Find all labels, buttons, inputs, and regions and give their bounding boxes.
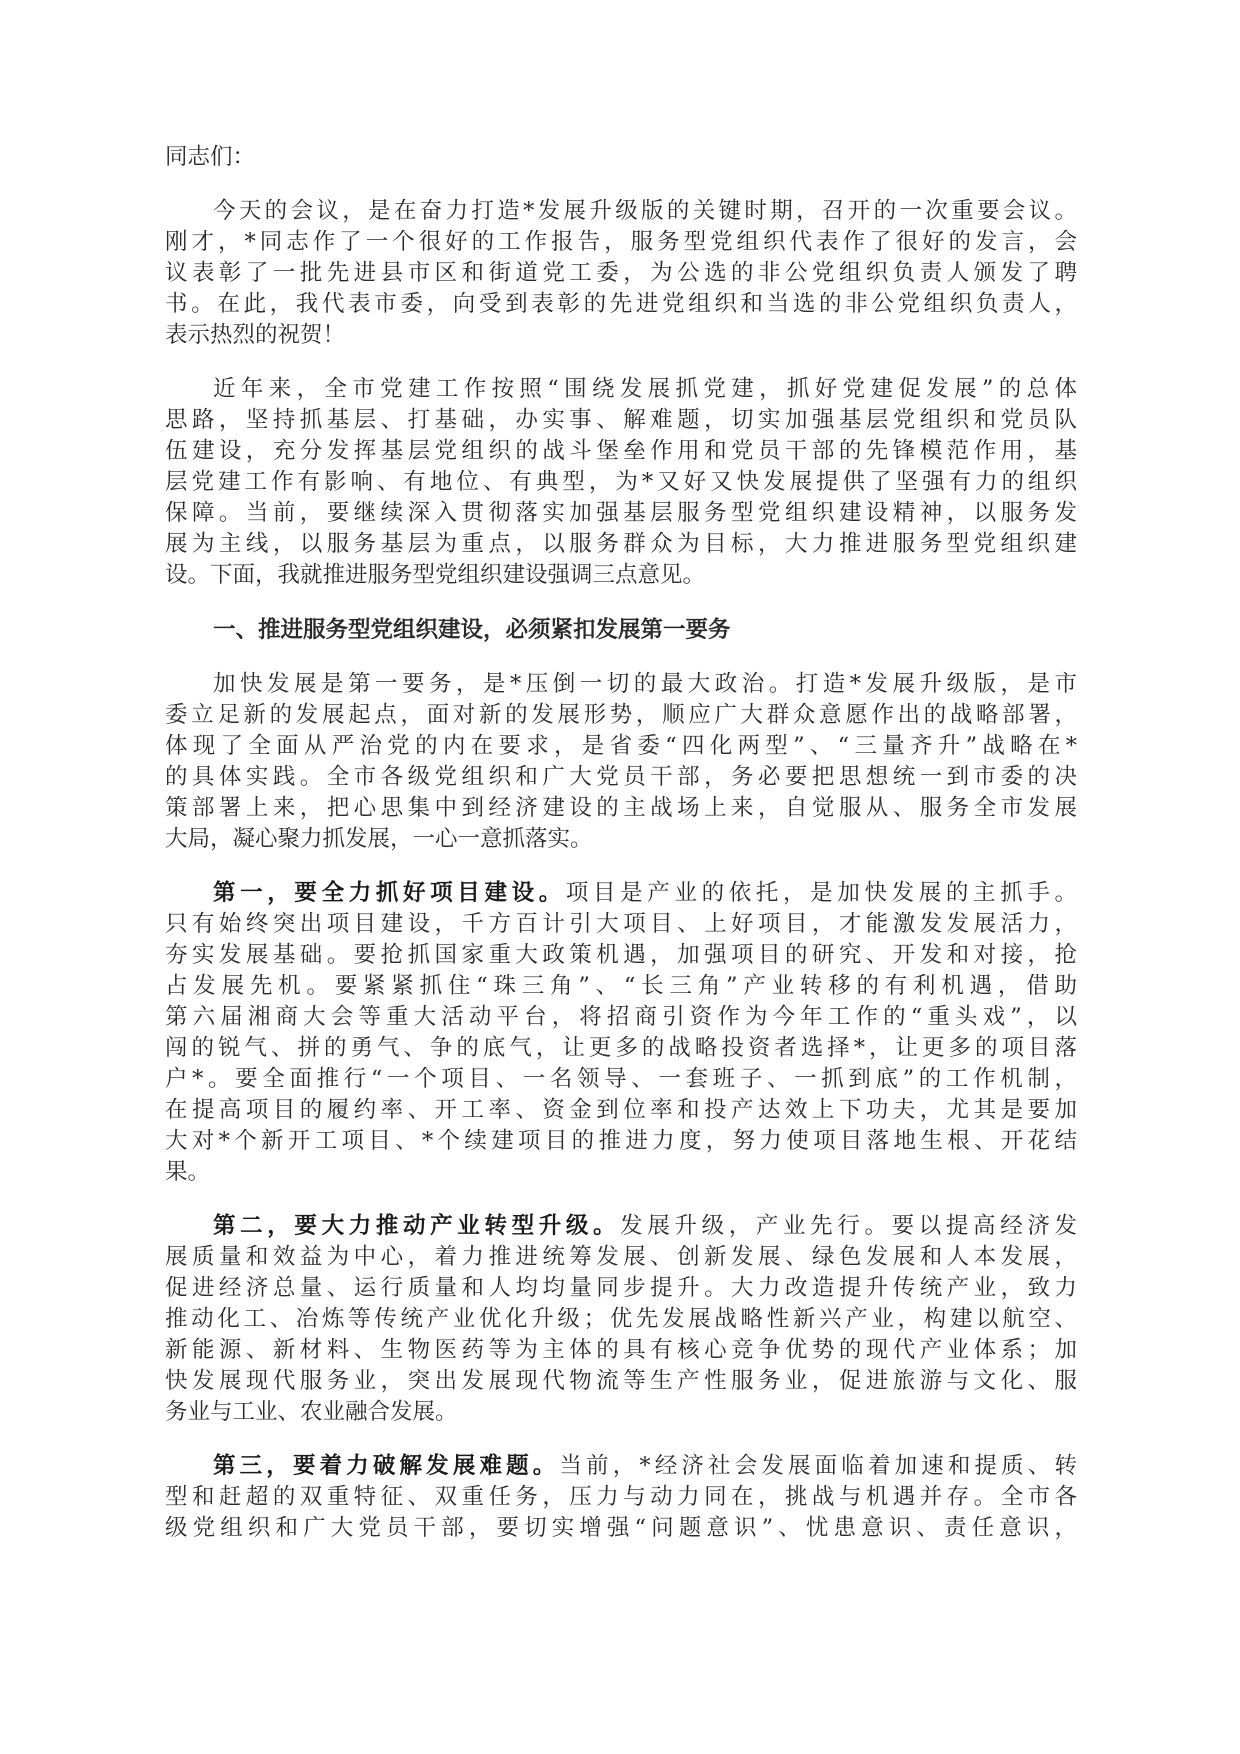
text-line: 一、推进服务型党组织建设，必须紧扣发展第一要务	[213, 617, 731, 643]
section-heading	[165, 615, 1077, 646]
text-line: 的具体实践。全市各级党组织和广大党员干部，务必要把思想统一到市委的决	[165, 764, 1077, 790]
paragraph	[165, 374, 1077, 591]
text-line: 第六届湘商大会等重大活动平台，将招商引资作为今年工作的“重头戏”，以	[165, 1004, 1077, 1030]
text-line: 体现了全面从严治党的内在要求，是省委“四化两型”、“三量齐升”战略在*	[165, 733, 1077, 759]
bold-lead-sentence: 第一，要全力抓好项目建设。	[213, 880, 566, 906]
document-page	[165, 142, 1077, 1544]
text-line: 型和赶超的双重特征、双重任务，压力与动力同在，挑战与机遇并存。全市各	[165, 1484, 1077, 1510]
text-line: 快发展现代服务业，突出发展现代物流等生产性服务业，促进旅游与文化、服	[165, 1368, 1077, 1394]
text-line: 只有始终突出项目建设，千方百计引大项目、上好项目，才能激发发展活力，	[165, 911, 1077, 937]
text-line: 同志们：	[165, 144, 256, 170]
text-line: 务业与工业、农业融合发展。	[165, 1399, 458, 1425]
paragraph	[165, 196, 1077, 351]
text-line: 保障。当前，要继续深入贯彻落实加强基层服务型党组织建设精神，以服务发	[165, 500, 1077, 526]
text-line: 展质量和效益为中心，着力推进统筹发展、创新发展、绿色发展和人本发展，	[165, 1244, 1077, 1270]
text-line	[165, 1211, 1077, 1242]
text-line: 级党组织和广大党员干部，要切实增强“问题意识”、忧患意识、责任意识，	[165, 1515, 1077, 1541]
text-line: 促进经济总量、运行质量和人均均量同步提升。大力改造提升传统产业，致力	[165, 1275, 1077, 1301]
text-line: 夯实发展基础。要抢抓国家重大政策机遇，加强项目的研究、开发和对接，抢	[165, 942, 1077, 968]
line-text: 当前，*经济社会发展面临着加速和提质、转	[559, 1453, 1077, 1479]
text-line: 今天的会议，是在奋力打造*发展升级版的关键时期，召开的一次重要会议。	[213, 198, 1077, 224]
text-line	[165, 1451, 1077, 1482]
text-line: 近年来，全市党建工作按照“围绕发展抓党建，抓好党建促发展”的总体	[213, 376, 1077, 402]
text-line: 议表彰了一批先进县市区和街道党工委，为公选的非公党组织负责人颁发了聘	[165, 260, 1077, 286]
bold-lead-sentence: 第三，要着力破解发展难题。	[213, 1453, 560, 1479]
text-line: 策部署上来，把心思集中到经济建设的主战场上来，自觉服从、服务全市发展	[165, 795, 1077, 821]
text-line: 闯的锐气、拼的勇气、争的底气，让更多的战略投资者选择*，让更多的项目落	[165, 1035, 1077, 1061]
line-text: 项目是产业的依托，是加快发展的主抓手。	[565, 880, 1077, 906]
text-line: 思路，坚持抓基层、打基础，办实事、解难题，切实加强基层党组织和党员队	[165, 407, 1077, 433]
text-line: 伍建设，充分发挥基层党组织的战斗堡垒作用和党员干部的先锋模范作用，基	[165, 438, 1077, 464]
text-line: 占发展先机。要紧紧抓住“珠三角”、“长三角”产业转移的有利机遇，借助	[165, 973, 1077, 999]
text-line: 层党建工作有影响、有地位、有典型，为*又好又快发展提供了坚强有力的组织	[165, 469, 1077, 495]
text-line: 户*。要全面推行“一个项目、一名领导、一套班子、一抓到底”的工作机制，	[165, 1066, 1077, 1092]
paragraph	[165, 1451, 1077, 1544]
text-line: 在提高项目的履约率、开工率、资金到位率和投产达效上下功夫，尤其是要加	[165, 1097, 1077, 1123]
text-line: 表示热烈的祝贺！	[165, 322, 346, 348]
line-text: 发展升级，产业先行。要以提高经济发	[620, 1213, 1077, 1239]
bold-lead-sentence: 第二，要大力推动产业转型升级。	[213, 1213, 621, 1239]
text-line: 书。在此，我代表市委，向受到表彰的先进党组织和当选的非公党组织负责人，	[165, 291, 1077, 317]
text-line: 设。下面，我就推进服务型党组织建设强调三点意见。	[165, 562, 706, 588]
text-line: 加快发展是第一要务，是*压倒一切的最大政治。打造*发展升级版，是市	[213, 671, 1077, 697]
text-line: 委立足新的发展起点，面对新的发展形势，顺应广大群众意愿作出的战略部署，	[165, 702, 1077, 728]
text-line: 大对*个新开工项目、*个续建项目的推进力度，努力使项目落地生根、开花结	[165, 1128, 1077, 1154]
text-line: 推动化工、冶炼等传统产业优化升级；优先发展战略性新兴产业，构建以航空、	[165, 1306, 1077, 1332]
text-line: 新能源、新材料、生物医药等为主体的具有核心竞争优势的现代产业体系；加	[165, 1337, 1077, 1363]
text-line: 刚才，*同志作了一个很好的工作报告，服务型党组织代表作了很好的发言，会	[165, 229, 1077, 255]
paragraph	[165, 669, 1077, 855]
text-line: 大局，凝心聚力抓发展，一心一意抓落实。	[165, 826, 593, 852]
text-line: 展为主线，以服务基层为重点，以服务群众为目标，大力推进服务型党组织建	[165, 531, 1077, 557]
text-line: 果。	[165, 1159, 211, 1185]
paragraph	[165, 878, 1077, 1188]
salutation	[165, 142, 1077, 173]
paragraph	[165, 1211, 1077, 1428]
text-line	[165, 878, 1077, 909]
